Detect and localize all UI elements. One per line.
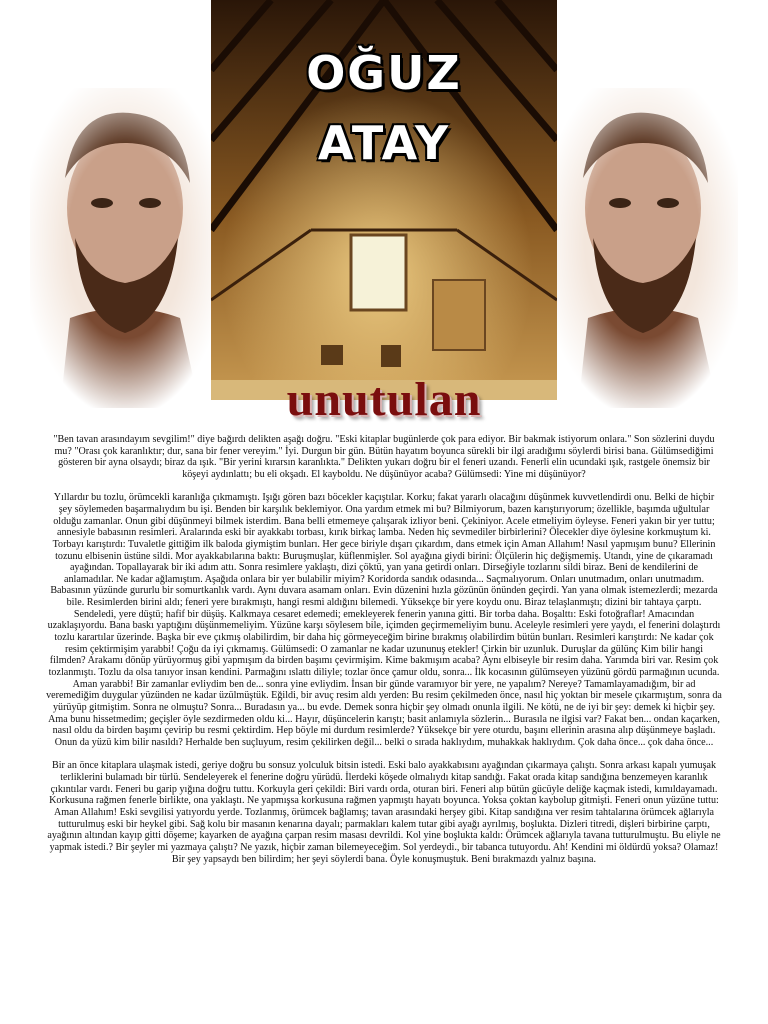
story-title: unutulan [286, 373, 482, 426]
author-last-name: ATAY [317, 116, 451, 170]
paragraph-3: Bir an önce kitaplara ulaşmak istedi, geriye doğru bu sonsuz yolculuk bitsin istedi. Eski balo ayakkabısını ayağından çıkarmaya çalıştı. Sonra arkası kapalı yumuşak terliklerini bulamadı bir türlü. Sendeleyerek el fenerine doğru yürüdü. İlerdeki köşede olmalıydı kitap sandığı. Fakat orada kitap sandığına benzemeyen karanlık çıkıntılar vardı. Feneri bu garip yığına doğru tuttu. Korkuyla geri çekildi: Biri vardı orda, oturan biri. Feneri alıp bütün gücüyle deliğe kaçmak istedi, kımıldayamadı. Korkusuna rağmen fenerle birlikte, ona yaklaştı. Ne yapmışsa korkusuna rağmen yapmıştı hayatı boyunca. Yoksa çoktan kaybolup gitmişti. Feneri onun yüzüne tuttu: Aman Allahım! Eski sevgilisi yatıyordu yerde. Tozlanmış, örümcek bağlamış; tavan arasındaki herşey gibi. Kitap sandığına ver resim tahtalarına örümcek ağlarıyla tutturulmuş eski bir heykel gibi. Sağ kolu bir masanın kenarına dayalı; parmakları kalem tutar gibi ayağı ayrılmış, boşlukta. Dizleri titredi, dişleri birbirine çarptı, ayağının altından kayıp gitti döşeme; kayarken de ayağına çarpan resim masası devrildi. Kol yine boşlukta kaldı: Örümcek ağlarıyla tavana tutturulmuştu. Bu eliyle ne yapmak istedi.? Bir şeyler mi yazmaya çalıştı? Ne yazık, hiçbir zaman bilemeyeceğim. Sol yerdeydi., bir tabanca tutuyordu. Ah! Kendini mi öldürdü yoksa? Olamaz! Bir şey yapsaydı ben bilirdim; her şeyi söylerdi bana. Öyle konuşmuştuk. Beni bırakmazdı yalnız başına. [47, 760, 721, 865]
author-first-name: OĞUZ [306, 46, 462, 100]
story-text [46, 434, 722, 877]
paragraph-1: "Ben tavan arasındayım sevgilim!" diye bağırdı delikten aşağı doğru. "Eski kitaplar bugünlerde çok para ediyor. Bir bakmak istiyorum onlara." Son sözlerini duydu mu? "Orası çok karanlıktır; dur, sana bir fener vereyim." İyi. Durgun bir gün. Bütün hayatım boyunca sürekli bir ilgi aradığımı söylerdi birisi bana. Gülümsediğimi gösteren bir ayna olsaydı; biraz da ışık. "Bir yerini kırarsın karanlıkta." Delikten yukarı doğru bir el feneri uzandı. Fenerli elin ucundaki ışık, rastgele önemsiz bir köşeyi aydınlattı; bu eli okşadı. El kayboldu. Ne düşünüyor acaba? Gülümsedi: Yine mi düşünüyor? [53, 434, 715, 480]
author-portrait-left [30, 88, 220, 408]
author-portrait-right [548, 88, 738, 408]
paragraph-2: Yıllardır bu tozlu, örümcekli karanlığa çıkmamıştı. Işığı gören bazı böcekler kaçıştılar. Korku; fakat yararlı olacağını düşünmek kuvvetlendirdi onu. Belki de hiçbir şey söylemeden başarmalıydım bu işi. Benden bir karşılık beklemiyor. Ona yardım etmek mi bu? Bilmiyorum, bazen karıştırıyorum; özellikle, başımda uğultular olduğu zamanlar. Onun gibi düşünmeyi bilmek isterdim. Bana belli etmemeye çalışarak izliyor beni. Çekiniyor. Acele etmeliyim öyleyse. Feneri yakın bir yer tuttu; annesiyle babasının resimleri. Aralarında eski bir ayakkabı torbası, kırık birkaç lamba. Neden hiç sevmediler birbirlerini? Ölecekler diye öylesine korkmuştum ki. Torbayı karıştırdı: Tuvaletle gittiğim ilk baloda giymiştim bunları. Her gece biriyle dışarı çıkardım, dans etmek için Aman Allahım! Nasıl yapmışım bunu? Ellerinin tozunu elbisenin üstüne sildi. Mor ayakkabılarına baktı: Buruşmuşlar, küflenmişler. Sol ayağına giydi birini: Ölçülerin hiç değişmemiş. Utandı, yine de çıkaramadı ayağından. Topallayarak bir iki adım attı. Sonra resimlere yaklaştı, dizi çöktü, yan yana getirdi onları. Dirseğiyle tozlarını sildi biraz. Beni de kendilerini de anlamadılar. Ne kadar ağlamıştım. Aşağıda onlara bir yer bulabilir miyim? Koridorda sandık odasında... Saçmalıyorum. Onları unutmadım, onları unutmadım. Babasının yüzünde gururlu bir somurtkanlık vardı. Aynı duvara asamam onları. Evin düzenini hızla gözünün önünden geçirdi. Yan yana olmak istemezlerdi; mezarda bile. Resimlerden birini aldı; feneri yere bırakmıştı, hangi resmi aldığını bilemedi. Yüksekçe bir yere koydu onu. Biraz telaşlanmıştı; dizini bir tahtaya çarptı. Sendeledi, yere düştü; hafif bir düşüş. Kalkmaya cesaret edemedi; emekleyerek fenerin yanına gitti. Bir torba daha. Boşalttı: Eski fotoğraflar! Amacından uzaklaşıyordu. Bana baskı yaptığını düşünmemeliyim. Yüzüne karşı söylesem bile, içimden geçirmemeliyim bunu. Aceleyle resimleri yere yaydı, el fenerini dolaştırdı tozlu karartılar üzerinde. Başka bir eve çıkmış olabilirdim, bir daha hiç görmeyeceğim birine bırakmış olabilirdim bütün bunları. Resimleri karıştırdı: Ne kadar çok resim çektirmişim yarabbi! Çoğu da iyi çıkmamış. Gülümsedi: O zamanlar ne kadar uzununuş etekler! Çirkin bir uzunluk. Duruşlar da gülünç Kim bilir hangi filmden? Arakamı dönüp yürüyormuş gibi yapmışım da birden başımı çevirmişim. Kime bakmışım acaba? Aynı elbiseyle bir resim daha. Yarımda biri var. Resim çok tozlanmıştı. Tozlu da olsa tanıyor insan kendini. Parmağını ıslattı diliyle; tozlar önce çamur oldu, sonra... İlk kocasının gülümseyen yüzünü gördü parmağının ucunda. Aman yarabbi! Bir zamanlar evliydim ben de... sonra yine evliydim. İnsan bir günde varamıyor bir yere, ne yapalım? Nereye? Tamamlayamadığım, bir ad veremediğim duygular yüzünden ne kadar üzülmüştük. Eğildi, bir avuç resim aldı yerden: Bu resim çekilmeden önce, nasıl hiç yoktan bir mesele çıkarmıştım, sonra da yürüyüp gitmiştim. Sonra ne olmuştu? Sonra... Buradasın ya... bu evde. Demek sonra hiçbir şey olmadı onunla ilgili. Ne kötü, ne de iyi bir şey: demek ki hiçbir şey. Ama bunu hissetmedim; geçişler öyle sezdirmeden oldu ki... Hayır, düşüncelerin karıştı; basit anlamıyla sözlerin... Burasıla ne ilgisi var? Fakat ben... ondan kaçarken, nasıl oldu da birden başımı çevirip bu resmi çektirdim. Hep böyle mi durdum resimlerde? Yüksekçe bir yere oturdu, başını ellerinin arasına alıp düşünmeye başladı. Onun da yüzü kim bilir nasıldı? Herhalde ben suçluyum, resim çekilirken değil... belki o sırada haklıydım, muhakkak haklıydım. Çok daha önce... çok daha önce... [46, 492, 722, 748]
book-cover-image [211, 0, 557, 400]
